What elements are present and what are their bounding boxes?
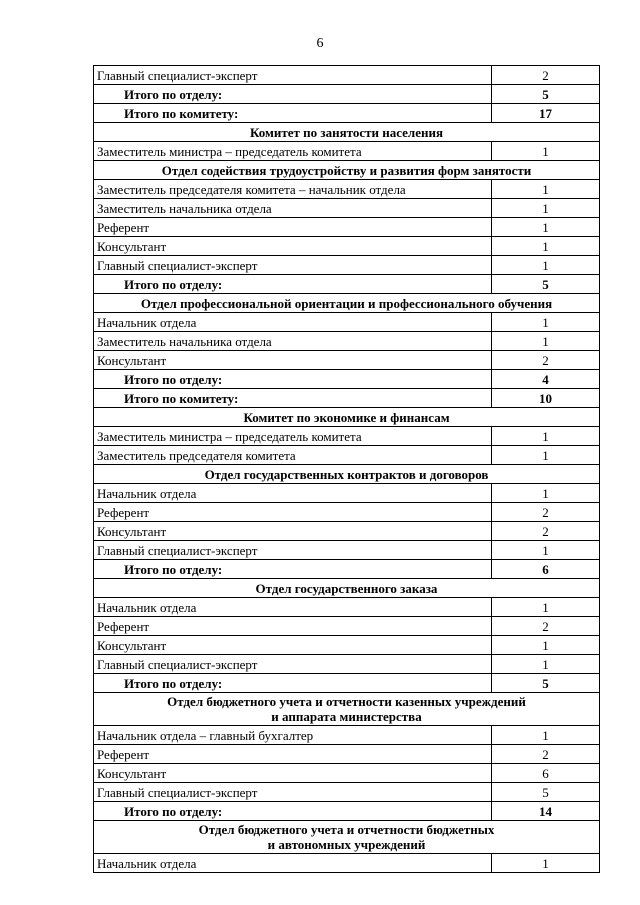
total-row	[94, 674, 600, 693]
section-heading	[94, 294, 600, 313]
position-title: Заместитель начальника отдела	[94, 332, 492, 351]
position-title: Заместитель министра – председатель комитета	[94, 427, 492, 446]
position-count: 6	[492, 764, 600, 783]
section-heading-line: Отдел профессиональной ориентации и профессионального обучения	[140, 295, 553, 311]
position-count: 1	[492, 854, 600, 873]
total-row	[94, 85, 600, 104]
position-row	[94, 199, 600, 218]
page-number: 6	[316, 36, 324, 51]
total-count: 14	[492, 802, 600, 821]
position-count: 1	[492, 199, 600, 218]
section-heading	[94, 408, 600, 427]
position-row	[94, 522, 600, 541]
section-heading-row	[94, 123, 600, 142]
position-count: 1	[492, 180, 600, 199]
position-row	[94, 313, 600, 332]
position-title: Консультант	[94, 522, 492, 541]
position-row	[94, 237, 600, 256]
position-row	[94, 764, 600, 783]
section-heading-line: Отдел содействия трудоустройству и развития форм занятости	[161, 162, 532, 178]
section-heading	[94, 465, 600, 484]
staffing-table	[93, 65, 600, 873]
position-title: Консультант	[94, 636, 492, 655]
section-heading	[94, 123, 600, 142]
section-heading-line: Отдел государственного заказа	[255, 580, 438, 596]
total-count: 4	[492, 370, 600, 389]
position-title: Консультант	[94, 764, 492, 783]
total-row	[94, 802, 600, 821]
position-row	[94, 66, 600, 85]
position-title: Заместитель председателя комитета – начальник отдела	[94, 180, 492, 199]
position-row	[94, 427, 600, 446]
total-label: Итого по отделу:	[94, 674, 492, 693]
total-label: Итого по комитету:	[94, 104, 492, 123]
position-count: 2	[492, 617, 600, 636]
total-label: Итого по отделу:	[94, 802, 492, 821]
total-count: 17	[492, 104, 600, 123]
position-row	[94, 854, 600, 873]
position-count: 1	[492, 218, 600, 237]
position-count: 2	[492, 351, 600, 370]
position-title: Начальник отдела	[94, 484, 492, 503]
position-title: Начальник отдела	[94, 854, 492, 873]
section-heading-line: Комитет по занятости населения	[249, 124, 444, 140]
position-count: 1	[492, 484, 600, 503]
position-title: Главный специалист-эксперт	[94, 655, 492, 674]
section-heading-line: и автономных учреждений	[267, 837, 426, 852]
position-count: 1	[492, 446, 600, 465]
position-count: 2	[492, 503, 600, 522]
position-title: Главный специалист-эксперт	[94, 66, 492, 85]
total-row	[94, 275, 600, 294]
section-heading-row	[94, 693, 600, 726]
total-count: 5	[492, 85, 600, 104]
position-count: 1	[492, 313, 600, 332]
position-title: Главный специалист-эксперт	[94, 541, 492, 560]
position-title: Референт	[94, 503, 492, 522]
section-heading	[94, 579, 600, 598]
position-row	[94, 484, 600, 503]
position-title: Главный специалист-эксперт	[94, 256, 492, 275]
position-title: Консультант	[94, 237, 492, 256]
total-label: Итого по отделу:	[94, 370, 492, 389]
position-count: 1	[492, 636, 600, 655]
total-row	[94, 560, 600, 579]
total-count: 10	[492, 389, 600, 408]
position-title: Референт	[94, 218, 492, 237]
section-heading	[94, 821, 600, 854]
position-count: 1	[492, 332, 600, 351]
total-count: 5	[492, 275, 600, 294]
position-title: Начальник отдела	[94, 598, 492, 617]
section-heading-row	[94, 465, 600, 484]
section-heading-line: Отдел бюджетного учета и отчетности бюджетных	[198, 822, 495, 837]
total-count: 5	[492, 674, 600, 693]
position-count: 1	[492, 237, 600, 256]
total-label: Итого по отделу:	[94, 85, 492, 104]
position-count: 1	[492, 142, 600, 161]
position-row	[94, 351, 600, 370]
total-row	[94, 389, 600, 408]
total-row	[94, 370, 600, 389]
position-count: 5	[492, 783, 600, 802]
position-title: Заместитель министра – председатель комитета	[94, 142, 492, 161]
section-heading-row	[94, 294, 600, 313]
total-count: 6	[492, 560, 600, 579]
section-heading-row	[94, 408, 600, 427]
position-title: Референт	[94, 617, 492, 636]
section-heading-row	[94, 821, 600, 854]
position-count: 1	[492, 427, 600, 446]
position-row	[94, 783, 600, 802]
section-heading-line: Комитет по экономике и финансам	[243, 409, 450, 425]
position-row	[94, 218, 600, 237]
position-row	[94, 726, 600, 745]
position-row	[94, 446, 600, 465]
total-label: Итого по отделу:	[94, 560, 492, 579]
position-count: 1	[492, 726, 600, 745]
position-count: 2	[492, 745, 600, 764]
position-row	[94, 617, 600, 636]
position-row	[94, 180, 600, 199]
position-row	[94, 332, 600, 351]
staffing-table-body	[94, 66, 600, 873]
position-row	[94, 598, 600, 617]
position-count: 1	[492, 541, 600, 560]
position-title: Референт	[94, 745, 492, 764]
position-count: 1	[492, 598, 600, 617]
position-row	[94, 745, 600, 764]
position-title: Начальник отдела – главный бухгалтер	[94, 726, 492, 745]
position-title: Главный специалист-эксперт	[94, 783, 492, 802]
position-count: 2	[492, 66, 600, 85]
position-title: Заместитель начальника отдела	[94, 199, 492, 218]
position-count: 1	[492, 655, 600, 674]
position-row	[94, 636, 600, 655]
position-row	[94, 655, 600, 674]
section-heading-line: Отдел бюджетного учета и отчетности казенных учреждений	[167, 694, 526, 709]
position-row	[94, 142, 600, 161]
section-heading-row	[94, 579, 600, 598]
position-row	[94, 541, 600, 560]
total-label: Итого по комитету:	[94, 389, 492, 408]
position-title: Заместитель председателя комитета	[94, 446, 492, 465]
section-heading-row	[94, 161, 600, 180]
section-heading	[94, 161, 600, 180]
position-row	[94, 256, 600, 275]
total-label: Итого по отделу:	[94, 275, 492, 294]
section-heading-line: и аппарата министерства	[271, 709, 422, 724]
position-title: Консультант	[94, 351, 492, 370]
position-title: Начальник отдела	[94, 313, 492, 332]
position-count: 1	[492, 256, 600, 275]
total-row	[94, 104, 600, 123]
position-row	[94, 503, 600, 522]
section-heading-line: Отдел государственных контрактов и договоров	[204, 466, 489, 482]
position-count: 2	[492, 522, 600, 541]
section-heading	[94, 693, 600, 726]
